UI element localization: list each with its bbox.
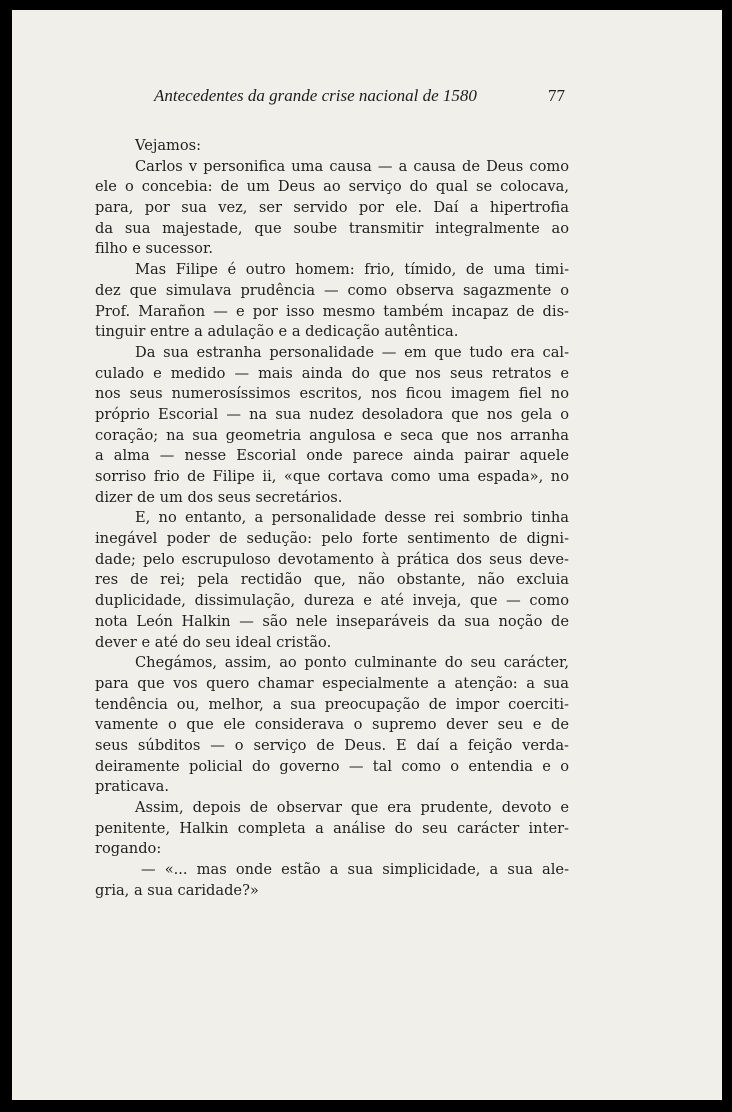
text-line: tinguir entre a adulação e a dedicação autêntica.	[95, 323, 459, 341]
text-line: tendência ou, melhor, a sua preocupação de impor coerciti-	[95, 695, 569, 713]
text-line: filho e sucessor.	[95, 240, 213, 258]
paragraph	[95, 508, 569, 653]
text-line: seus súbditos — o serviço de Deus. E daí a feição verda-	[95, 736, 569, 754]
text-line: dez que simulava prudência — como observa sagazmente o	[95, 281, 569, 299]
text-line: ele o concebia: de um Deus ao serviço do qual se colocava,	[95, 178, 569, 196]
paragraph	[95, 343, 569, 509]
text-line: sorriso frio de Filipe ii, «que cortava como uma espada», no	[95, 468, 569, 485]
text-line: dizer de um dos seus secretários.	[95, 488, 343, 506]
paragraph	[95, 260, 569, 343]
paragraph	[95, 653, 569, 798]
paragraph	[95, 157, 569, 260]
text-line: a alma — nesse Escorial onde parece ainda pairar aquele	[95, 447, 569, 465]
paragraph	[95, 798, 569, 860]
paragraph	[95, 136, 569, 157]
running-title: Antecedentes da grande crise nacional de 1580	[154, 86, 477, 105]
book-page	[12, 10, 722, 1100]
text-line: Prof. Marañon — e por isso mesmo também incapaz de dis-	[95, 302, 569, 320]
text-line: Assim, depois de observar que era prudente, devoto e	[135, 799, 569, 816]
text-line: nota León Halkin — são nele inseparáveis da sua noção de	[95, 612, 569, 630]
text-line: rogando:	[95, 840, 162, 858]
text-line: deiramente policial do governo — tal como o entendia e o	[95, 757, 569, 775]
text-line: vamente o que ele considerava o supremo dever seu e de	[95, 716, 569, 734]
text-line: Carlos v personifica uma causa — a causa de Deus como	[135, 157, 569, 175]
text-line: Mas Filipe é outro homem: frio, tímido, de uma timi-	[135, 261, 569, 279]
text-line: próprio Escorial — na sua nudez desoladora que nos gela o	[95, 405, 569, 423]
text-line: res de rei; pela rectidão que, não obstante, não excluia	[95, 571, 569, 589]
text-line: penitente, Halkin completa a análise do seu carácter inter-	[95, 819, 569, 837]
text-line: para que vos quero chamar especialmente a atenção: a sua	[95, 674, 569, 692]
text-line: Vejamos:	[135, 137, 202, 154]
text-line: Da sua estranha personalidade — em que tudo era cal-	[135, 343, 569, 361]
text-line: dever e até do seu ideal cristão.	[95, 633, 332, 651]
text-line: para, por sua vez, ser servido por ele. Daí a hipertrofia	[95, 199, 569, 217]
text-line: da sua majestade, que soube transmitir integralmente ao	[95, 219, 569, 237]
text-line: — «... mas onde estão a sua simplicidade, a sua ale-	[141, 861, 569, 879]
text-line: duplicidade, dissimulação, dureza e até inveja, que — como	[95, 592, 569, 610]
text-line: coração; na sua geometria angulosa e seca que nos arranha	[95, 426, 569, 444]
text-line: culado e medido — mais ainda do que nos seus retratos e	[95, 364, 569, 382]
text-line: dade; pelo escrupuloso devotamento à prática dos seus deve-	[95, 550, 569, 568]
text-line: Chegámos, assim, ao ponto culminante do seu carácter,	[135, 654, 569, 672]
paragraph	[95, 860, 569, 901]
page-header	[12, 86, 722, 112]
body-text	[95, 136, 569, 901]
text-line: E, no entanto, a personalidade desse rei sombrio tinha	[135, 509, 569, 527]
text-line: nos seus numerosíssimos escritos, nos ficou imagem fiel no	[95, 385, 569, 403]
text-line: gria, a sua caridade?»	[95, 881, 259, 899]
text-line: praticava.	[95, 778, 170, 796]
page-number: 77	[548, 86, 565, 105]
text-line: inegável poder de sedução: pelo forte sentimento de digni-	[95, 530, 569, 548]
